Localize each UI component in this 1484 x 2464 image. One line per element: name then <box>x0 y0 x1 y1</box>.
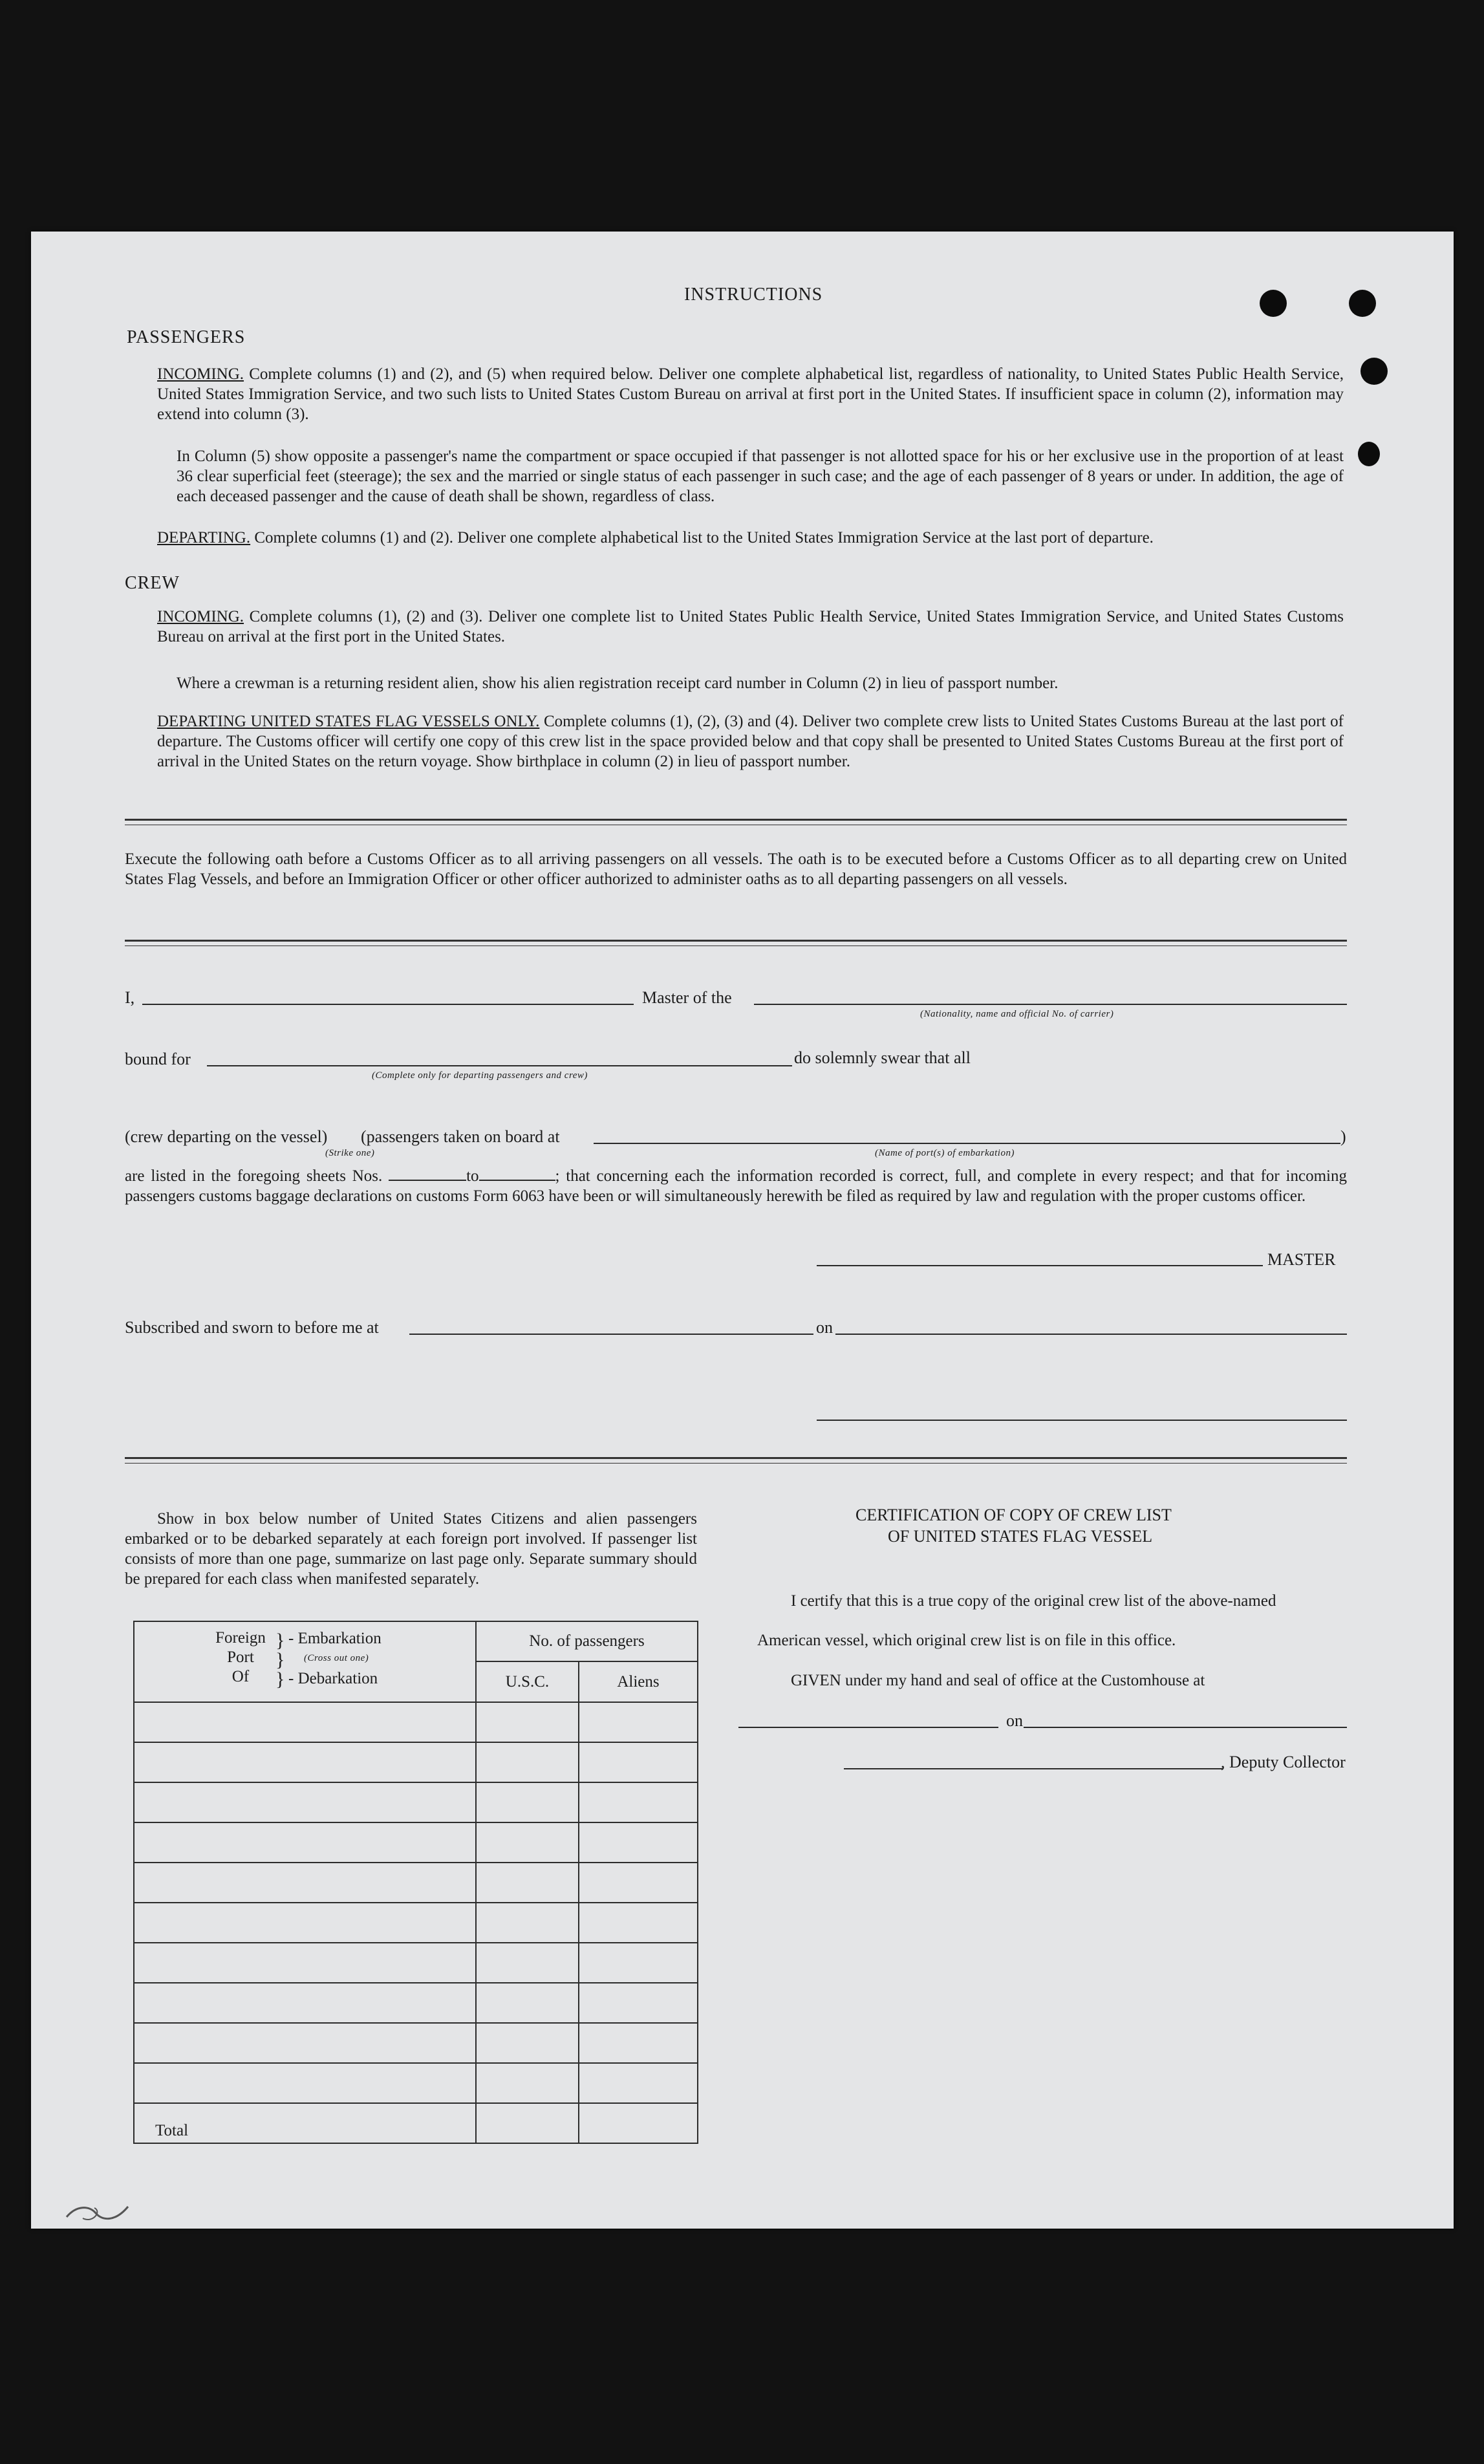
aliens-cell[interactable] <box>579 1863 698 1903</box>
oath-swear: do solemnly swear that all <box>794 1048 971 1067</box>
certification-on: on <box>1006 1711 1023 1730</box>
aliens-total-cell[interactable] <box>579 2103 698 2143</box>
passengers-incoming-text: Complete columns (1) and (2), and (5) when required below. Deliver one complete alphabetical list, regardless of nationality, to United States Public Health Service, United States Immigration Service, and two such lists to United States Custom Bureau on arrival at first port in the United States. If insufficient space in column (2), information may extend into column (3). <box>157 365 1344 423</box>
usc-header: U.S.C. <box>476 1661 579 1702</box>
deputy-collector: , Deputy Collector <box>1221 1753 1346 1771</box>
port-cell[interactable] <box>134 2023 476 2063</box>
usc-cell[interactable] <box>476 2063 579 2103</box>
oath-bound-line[interactable] <box>207 1065 792 1066</box>
aliens-cell[interactable] <box>579 1822 698 1863</box>
passengers-departing <box>157 528 1344 548</box>
debarkation-label: - Debarkation <box>288 1670 378 1687</box>
passengers-incoming-label: INCOMING. <box>157 365 244 383</box>
oath-strike-note: (Strike one) <box>325 1148 375 1158</box>
aliens-header: Aliens <box>579 1661 698 1702</box>
usc-cell[interactable] <box>476 1702 579 1742</box>
oath-subscribed: Subscribed and sworn to before me at <box>125 1318 379 1337</box>
certification-title-1: CERTIFICATION OF COPY OF CREW LIST <box>855 1506 1172 1524</box>
passengers-departing-text: Complete columns (1) and (2). Deliver one complete alphabetical list to the United States Immigration Service at the last port of departure. <box>254 529 1154 546</box>
total-label-cell <box>134 2103 476 2143</box>
crew-flag-vessels <box>157 711 1344 772</box>
no-passengers-header: No. of passengers <box>476 1621 698 1661</box>
usc-cell[interactable] <box>476 1863 579 1903</box>
oath-passengers-taken: (passengers taken on board at <box>361 1127 560 1146</box>
oath-nationality-note: (Nationality, name and official No. of carrier) <box>920 1009 1114 1019</box>
usc-cell[interactable] <box>476 1822 579 1863</box>
oath-listed-b: ; that concerning each the information recorded is correct, full, and complete in every respect; and <box>555 1167 1224 1185</box>
port-cell[interactable] <box>134 1702 476 1742</box>
embarkation-label: - Embarkation <box>288 1630 382 1647</box>
oath-sheet-from-line[interactable] <box>389 1167 466 1181</box>
port-cell[interactable] <box>134 1903 476 1943</box>
passengers-departing-label: DEPARTING. <box>157 529 251 546</box>
port-label: Port <box>227 1648 254 1666</box>
summary-instructions: Show in box below number of United States Citizens and alien passengers embarked or to be debarked separately at each foreign port involved. If passenger list consists of more than one page, summarize on last page only. Separate summary should be prepared for each class when manifested separately. <box>125 1510 697 1588</box>
oath-port-note: (Name of port(s) of embarkation) <box>875 1148 1015 1158</box>
divider <box>125 940 1347 942</box>
oath-on: on <box>816 1318 833 1337</box>
usc-cell[interactable] <box>476 1742 579 1782</box>
oath-listed-to: to <box>466 1167 479 1185</box>
divider <box>125 1463 1347 1464</box>
oath-bound-note: (Complete only for departing passengers and crew) <box>372 1070 588 1081</box>
crew-incoming-text: Complete columns (1), (2) and (3). Deliver one complete list to United States Public Health Service, United States Immigration Service, and United States Customs Bureau on arrival at the first port in the United States. <box>157 608 1344 645</box>
oath-date-line[interactable] <box>835 1334 1347 1335</box>
aliens-cell[interactable] <box>579 2063 698 2103</box>
brace-icon: } } } <box>275 1630 285 1690</box>
port-cell[interactable] <box>134 1943 476 1983</box>
foreign-label: Foreign <box>215 1629 266 1647</box>
crew-flag-prefix: Complete columns (1), (2), (3) and (4). <box>544 713 799 730</box>
usc-total-cell[interactable] <box>476 2103 579 2143</box>
punch-hole <box>1358 442 1380 466</box>
customhouse-line[interactable] <box>738 1727 998 1728</box>
certification-date-line[interactable] <box>1024 1727 1347 1728</box>
oath-bound-for: bound for <box>125 1050 191 1068</box>
port-cell[interactable] <box>134 2063 476 2103</box>
passengers-column5: In Column (5) show opposite a passenger's name the compartment or space occupied if that passenger is not allotted space for his or her exclusive use in the proportion of at least 36 clear superficial feet (steerage); the sex and the married or single status of each passenger in such case; and the age of each passenger of 8 years or under. In addition, the age of each deceased passenger and the cause of death shall be shown, regardless of class. <box>177 448 1344 505</box>
oath-name-line[interactable] <box>142 1004 634 1005</box>
passenger-summary-table <box>133 1621 697 2144</box>
certification-title-2: OF UNITED STATES FLAG VESSEL <box>888 1527 1153 1546</box>
certify-line-a: I certify that this is a true copy of the original crew list of the above-named <box>791 1592 1276 1610</box>
oath-master-of: Master of the <box>642 988 732 1007</box>
port-cell[interactable] <box>134 1782 476 1822</box>
oath-carrier-line[interactable] <box>754 1004 1347 1005</box>
aliens-cell[interactable] <box>579 1903 698 1943</box>
crew-flag-label: DEPARTING UNITED STATES FLAG VESSELS ONLY. <box>157 713 540 730</box>
aliens-cell[interactable] <box>579 2023 698 2063</box>
certify-line-b: American vessel, which original crew list is on file in this office. <box>757 1632 1176 1649</box>
oath-crew-departing: (crew departing on the vessel) <box>125 1127 328 1146</box>
crew-flag-text: Deliver two complete crew lists to United States Customs Bureau at the last port of departure. The Customs officer will certify one copy of this crew list in the space provided below and that copy shall be presented to United States Customs Bureau at the first port of arrival in the United States on the return voyage. Show birthplace in column (2) in lieu of passport number. <box>157 713 1344 770</box>
punch-hole <box>1349 290 1376 317</box>
oath-sheet-to-line[interactable] <box>479 1167 555 1181</box>
oath-listed <box>125 1166 1347 1206</box>
aliens-cell[interactable] <box>579 1742 698 1782</box>
usc-cell[interactable] <box>476 1983 579 2023</box>
punch-hole <box>1360 358 1388 385</box>
divider <box>125 1457 1347 1459</box>
crew-resident: Where a crewman is a returning resident alien, show his alien registration receipt card number in Column (2) in lieu of passport number. <box>177 675 1059 692</box>
deputy-signature-line[interactable] <box>844 1768 1223 1769</box>
form-page <box>31 232 1454 2229</box>
given-line: GIVEN under my hand and seal of office at the Customhouse at <box>791 1672 1205 1689</box>
port-cell[interactable] <box>134 1742 476 1782</box>
total-label: Total <box>155 2122 189 2139</box>
aliens-cell[interactable] <box>579 1782 698 1822</box>
port-cell[interactable] <box>134 1863 476 1903</box>
punch-hole <box>1260 290 1287 317</box>
oath-listed-a: are listed in the foregoing sheets Nos. <box>125 1167 383 1185</box>
port-cell[interactable] <box>134 1983 476 2023</box>
usc-cell[interactable] <box>476 1782 579 1822</box>
divider <box>125 819 1347 821</box>
crew-heading: CREW <box>125 573 180 593</box>
master-signature-line[interactable] <box>817 1265 1263 1266</box>
port-cell[interactable] <box>134 1822 476 1863</box>
oath-intro: Execute the following oath before a Customs Officer as to all arriving passengers on all vessels. The oath is to be executed before a Customs Officer as to all departing crew on United States Flag Vessels, and before an Immigration Officer or other officer authorized to administer oaths as to all departing passengers on all vessels. <box>125 850 1347 888</box>
of-label: Of <box>231 1668 250 1685</box>
crew-incoming-label: INCOMING. <box>157 608 244 625</box>
passengers-heading: PASSENGERS <box>127 327 246 347</box>
oath-master: MASTER <box>1267 1250 1336 1269</box>
page-title: INSTRUCTIONS <box>684 285 823 305</box>
officer-signature-line[interactable] <box>817 1420 1347 1421</box>
aliens-cell[interactable] <box>579 1983 698 2023</box>
usc-cell[interactable] <box>476 1943 579 1983</box>
oath-listed-c: that for incoming passengers customs baggage declarations on customs Form 6063 have been or will simultaneously herewith be filed as required by law and regulation with the proper customs officer. <box>125 1167 1347 1205</box>
crew-incoming <box>157 607 1344 647</box>
aliens-cell[interactable] <box>579 1943 698 1983</box>
oath-place-line[interactable] <box>409 1334 813 1335</box>
aliens-cell[interactable] <box>579 1702 698 1742</box>
oath-port-line[interactable] <box>594 1143 1340 1144</box>
oath-i-label: I, <box>125 988 135 1007</box>
port-header-cell <box>134 1621 476 1702</box>
usc-cell[interactable] <box>476 2023 579 2063</box>
usc-cell[interactable] <box>476 1903 579 1943</box>
oath-close-paren: ) <box>1340 1127 1346 1146</box>
passengers-incoming <box>157 364 1344 424</box>
cross-out-note: (Cross out one) <box>304 1653 369 1663</box>
handwritten-mark <box>63 2199 134 2225</box>
